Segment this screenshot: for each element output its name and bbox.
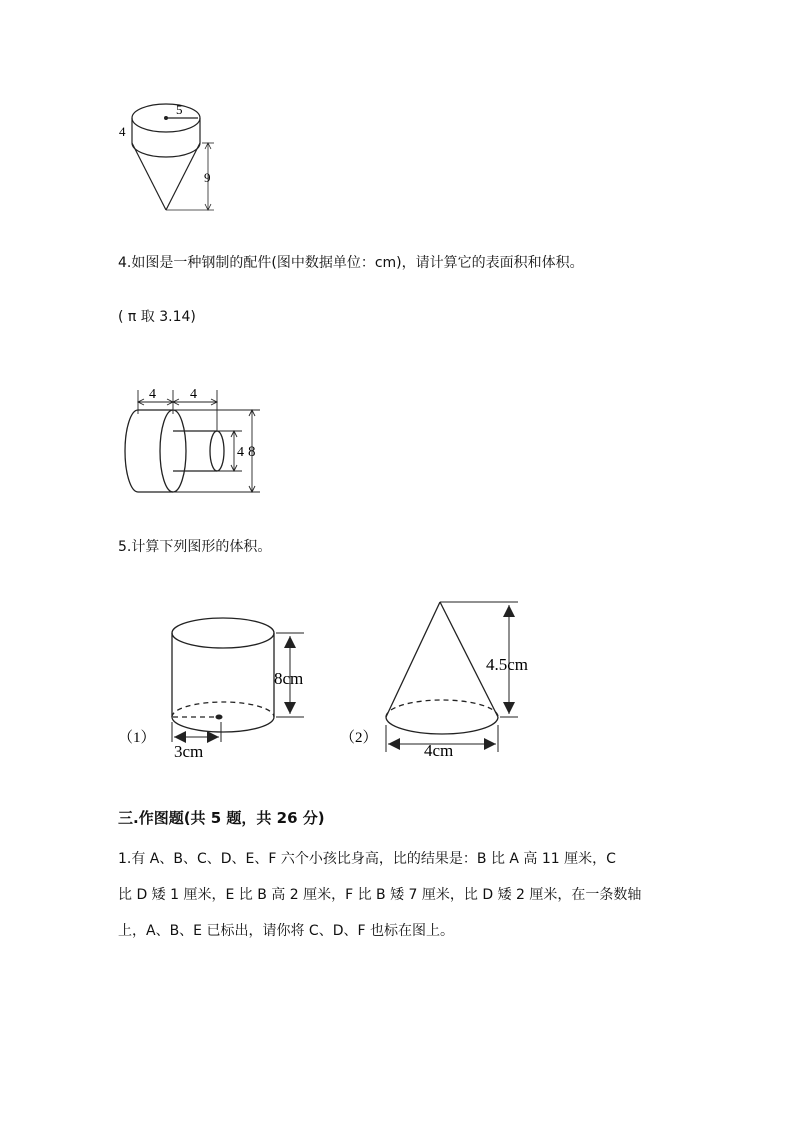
radius-label: 5 [176,102,183,117]
q4-text: 4.如图是一种钢制的配件(图中数据单位：cm)，请计算它的表面积和体积。 [118,255,584,271]
steel-part-figure [118,380,278,498]
small-diameter-label: 4 [237,445,244,460]
cylinder-height-label: 8cm [274,669,304,688]
cone-height-label: 4.5cm [486,655,529,674]
cone-diameter-label: 4cm [424,741,454,760]
center-dot [216,715,223,720]
section-title: 三.作图题(共 5 题，共 26 分) [118,809,325,827]
q4-pi-note: ( π 取 3.14) [118,309,196,325]
cone-height-label: 9 [204,170,211,185]
cone-figure [340,590,550,770]
figure-index-2: （2） [340,730,378,746]
center-dot [164,116,168,120]
q1-line-2: 比 D 矮 1 厘米，E 比 B 高 2 厘米，F 比 B 矮 7 厘米，比 D 矮 2 厘米，在一条数轴 [118,887,642,903]
big-diameter-label: 8 [248,444,256,460]
cylinder-cone-figure [110,88,230,218]
cylinder-figure [118,610,328,765]
q5-text: 5.计算下列图形的体积。 [118,539,272,555]
q1-line-1: 1.有 A、B、C、D、E、F 六个小孩比身高，比的结果是：B 比 A 高 11 厘米，C [118,851,616,867]
q1-line-3: 上，A、B、E 已标出，请你将 C、D、F 也标在图上。 [118,923,454,939]
cylinder-radius-label: 3cm [174,742,204,761]
left-length-label: 4 [149,387,156,402]
cylinder-height-label: 4 [119,124,126,139]
figure-index-1: （1） [118,730,156,746]
right-length-label: 4 [190,387,197,402]
